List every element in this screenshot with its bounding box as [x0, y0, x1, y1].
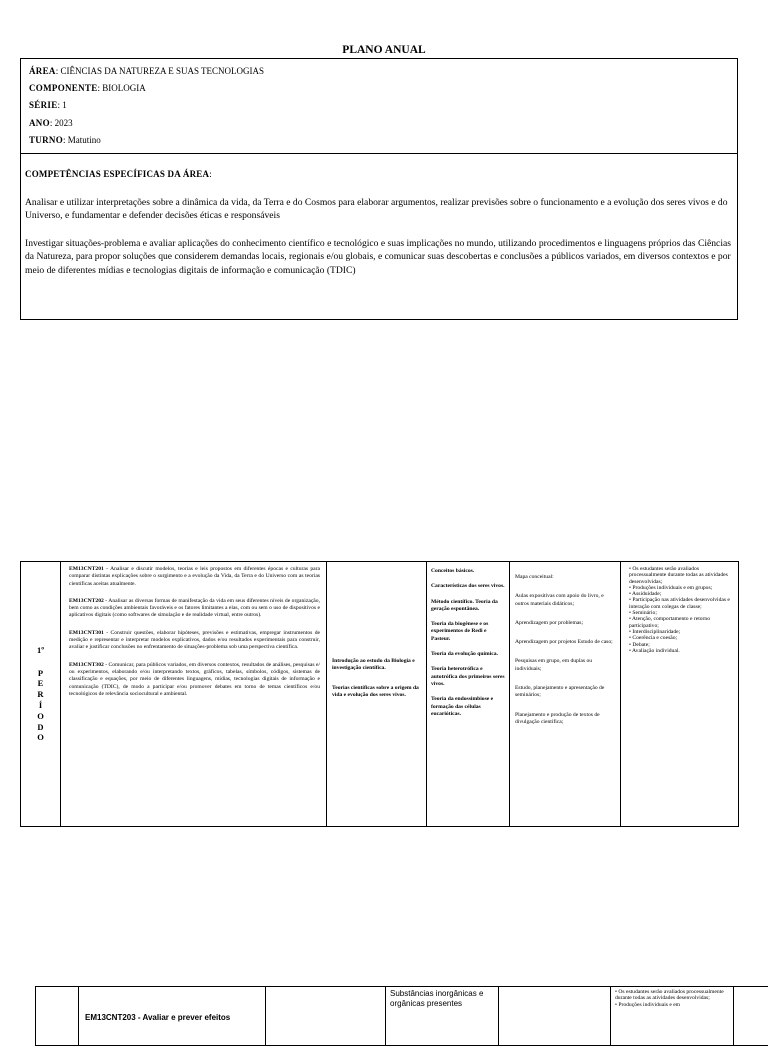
- method-item: Planejamento e produção de textos de divulgação científica;: [515, 712, 615, 727]
- serie-field: [29, 97, 729, 114]
- competencias-heading: [25, 168, 733, 182]
- period-label-cell: [21, 562, 61, 827]
- content-item: Teoria da endossimbiose e formação das células eucarióticas.: [431, 696, 505, 718]
- ano-field: [29, 115, 729, 132]
- objective-item: Introdução ao estudo da Biologia e investigação científica.: [332, 658, 422, 673]
- period-label-cell: [36, 987, 79, 1046]
- ano-value: : 2023: [50, 118, 73, 128]
- skill-item: [69, 598, 320, 620]
- evaluation-item: • Atenção, comportamento e retorno participativo;: [629, 616, 734, 629]
- turno-field: [29, 132, 729, 149]
- skill-text: - Comunicar, para públicos variados, em diversos contextos, resultados de análises, pesquisas e/ ou experimentos, elaborando e/ou interpretando textos, gráficos, tabelas, símbolos, códigos, sistemas de classificação e equações, por meio de diferentes linguagens, mídias, tecnologias digitais de informação e comunicação (TDIC), de modo a participar e/ou promover debates em torno de temas científicos e/ou tecnológicos de relevância sociocultural e ambiental.: [69, 662, 320, 697]
- method-item: Mapa conceitual:: [515, 574, 615, 581]
- content-item: Teoria da biogênese e os experimentos de Redi e Pasteur.: [431, 621, 505, 643]
- evaluation-item: • Assiduidade;: [629, 591, 734, 597]
- period-letter: D: [21, 722, 60, 733]
- skill-text: - Construir questões, elaborar hipóteses, previsões e estimativas, empregar instrumentos de medição e representar e interpretar modelos explicativos, dados e/ou resultados experimentais para construir, avaliar e justificar conclusões no enfrentamento de situações-problema sob uma perspectiva científica.: [69, 630, 320, 651]
- skill-item: EM13CNT203 - Avaliar e prever efeitos: [79, 987, 266, 1046]
- period-letter: R: [21, 689, 60, 700]
- method-item: Aprendizagem por problemas;: [515, 620, 615, 627]
- period-letter: E: [21, 678, 60, 689]
- skill-code: EM13CNT202: [69, 598, 104, 604]
- skill-item: [69, 662, 320, 698]
- period-letter: O: [21, 732, 60, 743]
- area-value: : CIÊNCIAS DA NATUREZA E SUAS TECNOLOGIAS: [56, 66, 264, 76]
- header-box: [20, 58, 738, 320]
- methods-cell: [510, 562, 621, 827]
- periodo-2-table-partial: [35, 986, 768, 1046]
- method-item: Aulas expositivas com apoio do livro, e outros materiais didáticos;: [515, 593, 615, 608]
- evaluation-item: • Participação nas atividades desenvolvidas e interação com colegas de classe;: [629, 597, 734, 610]
- skill-text: - Analisar e discutir modelos, teorias e leis propostos em diferentes épocas e culturas para comparar distintas explicações sobre o surgimento e a evolução da Vida, da Terra e do Universo com as teorias científicas aceitas atualmente.: [69, 566, 320, 587]
- period-number: 1º: [21, 645, 60, 656]
- objectives-cell: [327, 562, 427, 827]
- area-field: [29, 63, 729, 80]
- period-letter: O: [21, 711, 60, 722]
- header-fields: [21, 59, 737, 154]
- method-item: Estudo, planejamento e apresentação de seminários;: [515, 685, 615, 700]
- turno-value: : Matutino: [63, 135, 101, 145]
- skill-text: - Analisar as diversas formas de manifestação da vida em seus diferentes níveis de organização, bem como as condições ambientais favoráveis e os fatores limitantes a elas, com ou sem o uso de dispositivos e aplicativos digitais (como softwares de simulação e de realidade virtual, entre outros).: [69, 598, 320, 619]
- content-item: Método científico. Teoria da geração espontânea.: [431, 599, 505, 614]
- evaluation-item: • Os estudantes serão avaliados processualmente durante todas as atividades desenvolvidas;: [629, 566, 734, 585]
- table-row: [21, 562, 739, 827]
- evaluation-cell: [611, 987, 734, 1046]
- componente-value: : BIOLOGIA: [98, 83, 146, 93]
- periodo-1-table: [20, 561, 739, 827]
- serie-label: SÉRIE: [29, 100, 58, 110]
- skill-item: [69, 630, 320, 652]
- componente-label: COMPONENTE: [29, 83, 98, 93]
- document-title: PLANO ANUAL: [0, 44, 768, 56]
- componente-field: [29, 80, 729, 97]
- method-item: Aprendizagem por projetos Estudo de caso;: [515, 639, 615, 646]
- competencias-title: COMPETÊNCIAS ESPECÍFICAS DA ÁREA: [25, 169, 209, 179]
- area-label: ÁREA: [29, 66, 56, 76]
- competencia-paragraph: Investigar situações-problema e avaliar aplicações do conhecimento científico e tecnológico e suas implicações no mundo, utilizando procedimentos e linguagens próprios das Ciências da Natureza, para propor soluções que considerem demandas locais, regionais e/ou globais, e comunicar suas descobertas e conclusões a públicos variados, em diversos contextos e por meio de diferentes mídias e tecnologias digitais de informação e comunicação (TDIC): [25, 237, 733, 278]
- objective-item: Teorias científicas sobre a origem da vida e evolução dos seres vivos.: [332, 685, 422, 700]
- extra-cell: [734, 987, 768, 1046]
- evaluation-item: • Produções individuais e em grupos;: [629, 585, 734, 591]
- skill-item: [69, 566, 320, 588]
- serie-value: : 1: [58, 100, 67, 110]
- evaluation-item: • Avaliação individual.: [629, 648, 734, 654]
- evaluation-cell: [621, 562, 739, 827]
- method-item: Pesquisas em grupo, em duplas ou individuais;: [515, 658, 615, 673]
- objectives-cell: [266, 987, 386, 1046]
- content-item: Teoria da evolução química.: [431, 651, 505, 658]
- evaluation-item: • Interdisciplinaridade;: [629, 629, 734, 635]
- evaluation-item: • Debate;: [629, 642, 734, 648]
- table-row: [36, 987, 768, 1046]
- skill-code: EM13CNT302: [69, 662, 104, 668]
- period-letter: P: [21, 668, 60, 679]
- ano-label: ANO: [29, 118, 50, 128]
- evaluation-item: • Produções individuais e em: [615, 1002, 729, 1008]
- evaluation-item: • Seminário;: [629, 610, 734, 616]
- skill-code: EM13CNT301: [69, 630, 104, 636]
- competencia-paragraph: Analisar e utilizar interpretações sobre a dinâmica da vida, da Terra e do Cosmos para elaborar argumentos, realizar previsões sobre o funcionamento e a evolução dos seres vivos e do Universo, e fundamentar e defender decisões éticas e responsáveis: [25, 196, 733, 223]
- content-item: Características dos seres vivos.: [431, 583, 505, 590]
- period-word: [21, 668, 60, 744]
- skill-code: EM13CNT201: [69, 566, 104, 572]
- evaluation-item: • Os estudantes serão avaliados processualmente durante todas as atividades desenvolvidas;: [615, 989, 729, 1002]
- skills-cell: [61, 562, 327, 827]
- turno-label: TURNO: [29, 135, 63, 145]
- content-item: Teoria heterotrófica e autotrófica dos primeiros seres vivos.: [431, 666, 505, 688]
- competencias-section: [21, 154, 737, 277]
- period-letter: Í: [21, 700, 60, 711]
- competencias-title-suffix: :: [209, 169, 212, 179]
- content-item: Substâncias inorgânicas e orgânicas presentes: [386, 987, 499, 1046]
- methods-cell: [499, 987, 611, 1046]
- evaluation-item: • Coerência e coesão;: [629, 635, 734, 641]
- contents-cell: [427, 562, 510, 827]
- content-item: Conceitos básicos.: [431, 568, 505, 575]
